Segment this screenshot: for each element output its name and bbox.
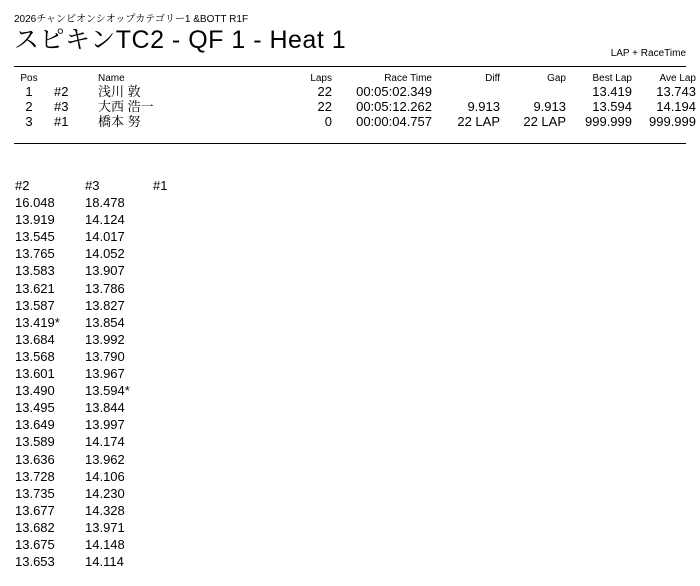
lap-time: 13.919 bbox=[15, 212, 55, 228]
lap-time: 13.854 bbox=[85, 314, 125, 330]
result-name: 大西 浩一 bbox=[98, 99, 154, 114]
lap-time: 13.589 bbox=[15, 434, 55, 450]
result-pos: 3 bbox=[25, 114, 33, 129]
lap-time: 14.052 bbox=[85, 246, 125, 262]
lap-time: 14.174 bbox=[85, 434, 125, 450]
col-car-header bbox=[44, 73, 98, 84]
lap-list bbox=[85, 194, 130, 570]
lap-time: 13.844 bbox=[85, 400, 125, 416]
results-table bbox=[14, 73, 696, 129]
result-row bbox=[14, 99, 696, 114]
lap-time: 13.997 bbox=[85, 417, 125, 433]
result-diff: 22 LAP bbox=[457, 114, 500, 129]
result-diff: 9.913 bbox=[467, 99, 500, 114]
lap-time: 13.649 bbox=[15, 417, 55, 433]
lap-time: 13.594* bbox=[85, 383, 130, 399]
result-pos: 1 bbox=[25, 84, 33, 99]
lap-time: 13.827 bbox=[85, 297, 125, 313]
lap-time: 14.106 bbox=[85, 468, 125, 484]
lap-time: 13.675 bbox=[15, 536, 55, 552]
result-diff bbox=[432, 84, 500, 99]
lap-column bbox=[15, 177, 60, 570]
col-gap-header: Gap bbox=[547, 73, 566, 84]
lap-time: 13.728 bbox=[15, 468, 55, 484]
lap-time: 13.601 bbox=[15, 366, 55, 382]
lap-time: 14.124 bbox=[85, 212, 125, 228]
lap-time: 13.765 bbox=[15, 246, 55, 262]
lap-time: 13.636 bbox=[15, 451, 55, 467]
result-best-lap: 13.419 bbox=[592, 84, 632, 99]
lap-time: 13.907 bbox=[85, 263, 125, 279]
lap-time: 13.962 bbox=[85, 451, 125, 467]
result-pos: 2 bbox=[25, 99, 33, 114]
result-name: 浅川 敦 bbox=[98, 84, 141, 99]
result-row bbox=[14, 114, 696, 129]
lap-column-header: #3 bbox=[85, 178, 100, 193]
lap-time: 14.328 bbox=[85, 502, 125, 518]
result-race-time: 00:00:04.757 bbox=[356, 114, 432, 129]
lap-time: 16.048 bbox=[15, 195, 55, 211]
col-race-time-header: Race Time bbox=[384, 73, 432, 84]
report-type-label: LAP + RaceTime bbox=[610, 48, 686, 59]
lap-column bbox=[153, 177, 167, 211]
result-gap: 22 LAP bbox=[523, 114, 566, 129]
result-car: #2 bbox=[54, 84, 69, 99]
lap-time: 14.230 bbox=[85, 485, 125, 501]
lap-time: 14.148 bbox=[85, 536, 125, 552]
lap-time: 18.478 bbox=[85, 195, 125, 211]
result-best-lap: 999.999 bbox=[585, 114, 632, 129]
result-car: #1 bbox=[54, 114, 69, 129]
result-ave-lap: 14.194 bbox=[656, 99, 696, 114]
col-diff-header: Diff bbox=[485, 73, 500, 84]
lap-time: 13.971 bbox=[85, 519, 125, 535]
result-gap: 9.913 bbox=[533, 99, 566, 114]
lap-time: 13.495 bbox=[15, 400, 55, 416]
lap-time: 13.682 bbox=[15, 519, 55, 535]
lap-time: 13.545 bbox=[15, 229, 55, 245]
lap-time: 13.621 bbox=[15, 280, 55, 296]
lap-time: 14.114 bbox=[85, 554, 124, 570]
result-ave-lap: 999.999 bbox=[649, 114, 696, 129]
result-laps: 0 bbox=[324, 114, 332, 129]
lap-time: 13.568 bbox=[15, 348, 55, 364]
lap-time: 13.583 bbox=[15, 263, 55, 279]
result-ave-lap: 13.743 bbox=[656, 84, 696, 99]
lap-time: 13.992 bbox=[85, 331, 125, 347]
lap-column-header: #1 bbox=[153, 178, 168, 193]
lap-time: 13.790 bbox=[85, 348, 125, 364]
col-laps-header: Laps bbox=[310, 73, 332, 84]
lap-time: 13.677 bbox=[15, 502, 55, 518]
result-row bbox=[14, 84, 696, 99]
results-header-row bbox=[14, 73, 696, 84]
result-race-time: 00:05:12.262 bbox=[356, 99, 432, 114]
lap-column-header: #2 bbox=[15, 178, 30, 193]
lap-column bbox=[85, 177, 130, 570]
header-divider bbox=[14, 66, 686, 67]
col-name-header: Name bbox=[98, 73, 125, 84]
col-best-lap-header: Best Lap bbox=[592, 73, 632, 84]
lap-list bbox=[153, 194, 167, 211]
result-best-lap: 13.594 bbox=[592, 99, 632, 114]
col-pos-header: Pos bbox=[20, 73, 38, 84]
result-laps: 22 bbox=[317, 99, 332, 114]
result-car: #3 bbox=[54, 99, 69, 114]
lap-time: 13.419* bbox=[15, 314, 60, 330]
lap-time: 14.017 bbox=[85, 229, 125, 245]
lap-time: 13.786 bbox=[85, 280, 125, 296]
result-race-time: 00:05:02.349 bbox=[356, 84, 432, 99]
lap-time: 13.967 bbox=[85, 366, 125, 382]
lap-time: 13.684 bbox=[15, 331, 55, 347]
lap-list bbox=[15, 194, 60, 570]
result-gap bbox=[500, 84, 566, 99]
lap-time: 13.735 bbox=[15, 485, 55, 501]
lap-time: 13.490 bbox=[15, 383, 55, 399]
lap-time: 13.653 bbox=[15, 554, 55, 570]
col-ave-lap-header: Ave Lap bbox=[659, 73, 696, 84]
result-name: 橋本 努 bbox=[98, 114, 141, 129]
results-divider bbox=[14, 143, 686, 144]
lap-time: 13.587 bbox=[15, 297, 55, 313]
event-subtitle: 2026チャンピオンシオップカテゴリー1 &BOTT R1F bbox=[14, 14, 249, 25]
result-laps: 22 bbox=[317, 84, 332, 99]
page-title: スピキンTC2 - QF 1 - Heat 1 bbox=[14, 26, 347, 54]
